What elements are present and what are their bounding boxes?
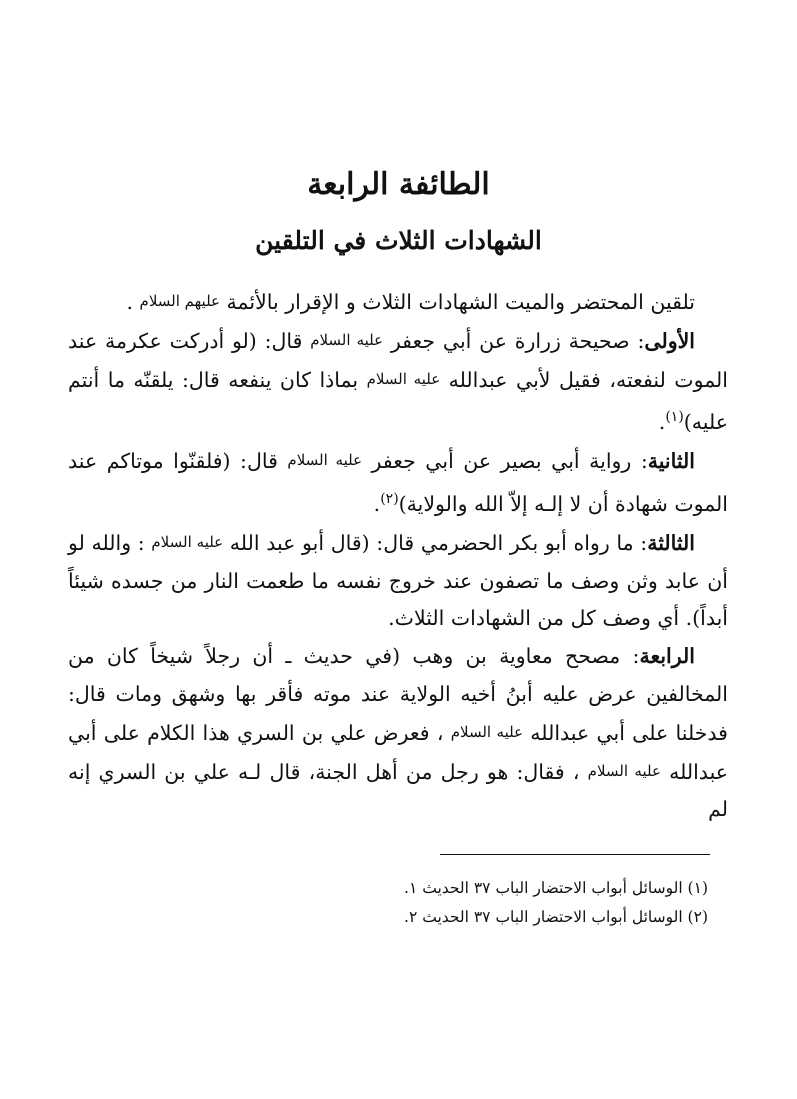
narration-paragraph-1 [68, 322, 728, 442]
footnotes [68, 874, 708, 932]
honorific-glyph: عليهم السلام [139, 292, 220, 310]
honorific-glyph: عليه السلام [287, 451, 363, 470]
footnote-divider [440, 854, 710, 855]
narration-text: قال: (لو أدركت عكرمة عند الموت لنفعته، فقيل لأبي عبدالله [68, 328, 728, 392]
narration-paragraph-2 [68, 442, 728, 524]
honorific-glyph: عليه السلام [450, 722, 524, 741]
narration-text: ، فعرض علي بن السري هذا الكلام على أبي عبدالله [68, 720, 728, 784]
honorific-glyph: عليه السلام [151, 532, 224, 551]
narration-text: : ما رواه أبو بكر الحضرمي قال: (قال أبو عبد الله [223, 530, 648, 555]
section-title: الطائفة الرابعة [307, 167, 490, 202]
narration-label: الرابعة [639, 644, 695, 669]
section-subtitle: الشهادات الثلاث في التلقين [255, 226, 542, 255]
intro-text: تلقين المحتضر والميت الشهادات الثلاث و الإقرار بالأئمة [226, 290, 695, 314]
honorific-glyph: عليه السلام [366, 369, 441, 388]
intro-end: . [126, 290, 140, 314]
honorific-glyph: عليه السلام [587, 761, 661, 780]
honorific-glyph: عليه السلام [310, 330, 384, 349]
intro-paragraph [68, 283, 728, 322]
footnote-2: (٢) الوسائل أبواب الاحتضار الباب ٣٧ الحديث ٢. [404, 908, 708, 926]
footnote-1: (١) الوسائل أبواب الاحتضار الباب ٣٧ الحديث ١. [404, 879, 708, 897]
footnote-ref[interactable]: (١) [665, 409, 684, 426]
narration-text: : والله لو أن عابد وثن وصف ما تصفون عند خروج نفسه ما طعمت النار من جسده شيئاً أبداً). أي وصف كل من الشهادات الثلاث. [68, 530, 728, 631]
narration-text: بماذا كان ينفعه قال: يلقنّه ما أنتم عليه) [68, 367, 728, 435]
narration-text: . [658, 410, 666, 435]
narration-paragraph-3 [68, 524, 728, 638]
narration-label: الثانية [647, 449, 695, 474]
narration-text: : صحيحة زرارة عن أبي جعفر [383, 328, 645, 353]
body-text [68, 283, 728, 829]
narration-label: الثالثة [647, 530, 695, 555]
narration-paragraph-4 [68, 638, 728, 829]
footnote-ref[interactable]: (٢) [380, 490, 399, 507]
narration-text: : رواية أبي بصير عن أبي جعفر [362, 449, 648, 474]
narration-text: ، فقال: هو رجل من أهل الجنة، قال لـه علي بن السري إنه لم [68, 759, 728, 822]
narration-text: قال: (فلقنّوا موتاكم عند الموت شهادة أن لا إلـه إلاّ الله والولاية) [68, 449, 728, 516]
narration-text: : مصحح معاوية بن وهب (في حديث ـ أن رجلاً شيخاً كان من المخالفين عرض عليه أبنُ أخيه الولاية عند موته فأقر بها وشهق ومات قال: فدخلنا على أبي عبدالله [68, 644, 728, 745]
narration-label: الأولى [644, 328, 695, 353]
narration-text: . [373, 491, 381, 516]
